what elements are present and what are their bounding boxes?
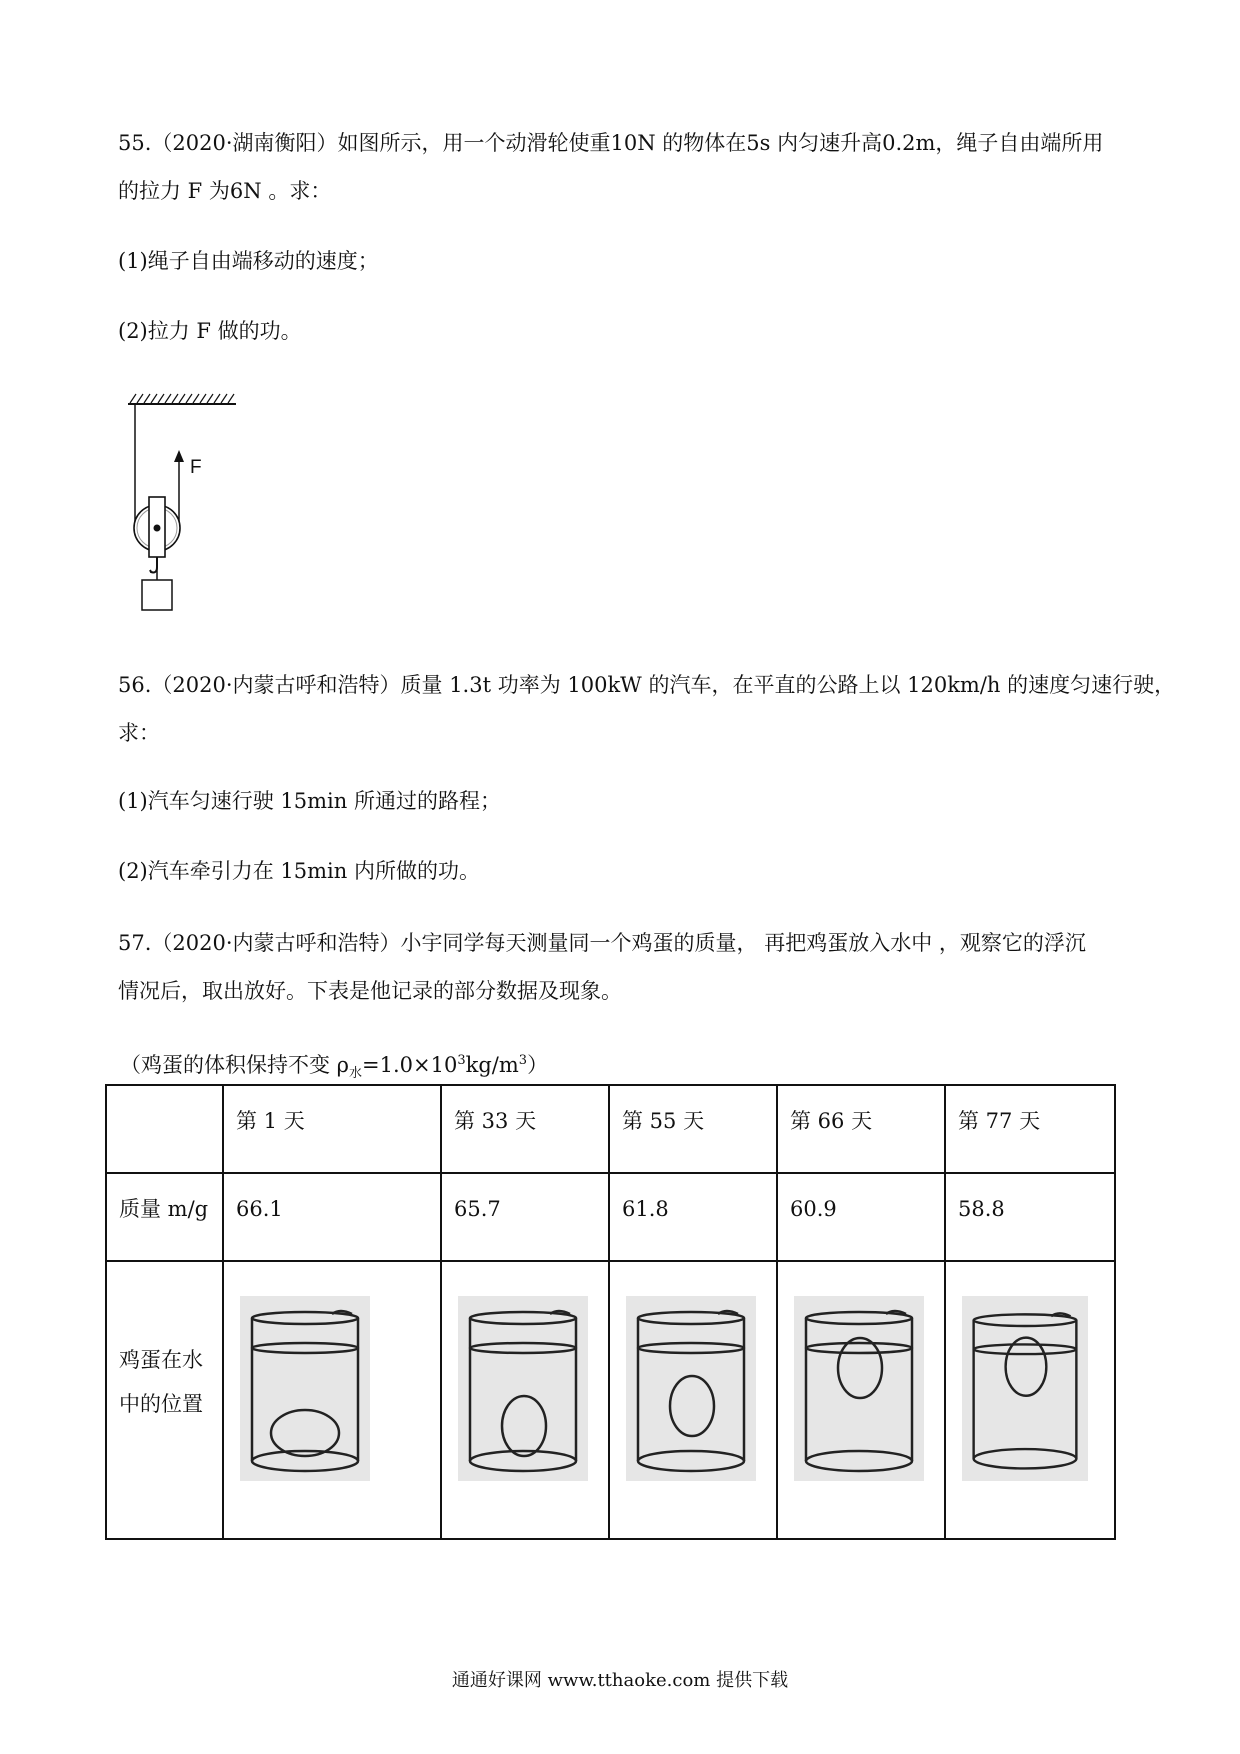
q55-line2: 的拉力 F 为6N 。求： xyxy=(118,179,332,203)
q56-sub1: (1)汽车匀速行驶 15min 所通过的路程； xyxy=(118,789,501,813)
q55-line1: 55.（2020·湖南衡阳）如图所示，用一个动滑轮使重10N 的物体在5s 内匀速升高0.2m，绳子自由端所用 xyxy=(118,131,1104,155)
table-row-position xyxy=(106,1261,1115,1539)
note-value: =1.0×10 xyxy=(362,1053,458,1077)
note-text: （鸡蛋的体积保持不变 ρ xyxy=(120,1053,350,1077)
q55-sub1: (1)绳子自由端移动的速度； xyxy=(118,249,379,273)
beaker-egg-day77 xyxy=(962,1296,1088,1481)
force-label: F xyxy=(190,457,202,478)
egg-position-cell xyxy=(441,1261,609,1539)
mass-value: 58.8 xyxy=(945,1173,1115,1261)
beaker-egg-day33 xyxy=(458,1296,588,1481)
q56-line1: 56.（2020·内蒙古呼和浩特）质量 1.3t 功率为 100kW 的汽车，在平直的公路上以 120km/h 的速度匀速行驶， xyxy=(118,673,1176,697)
day-header: 第 77 天 xyxy=(945,1085,1115,1173)
table-row-mass xyxy=(106,1173,1115,1261)
beaker-egg-day66 xyxy=(794,1296,924,1481)
egg-position-cell xyxy=(777,1261,945,1539)
beaker-egg-day55 xyxy=(626,1296,756,1481)
mass-value: 61.8 xyxy=(609,1173,777,1261)
table-header-row xyxy=(106,1085,1115,1173)
position-label-line1: 鸡蛋在水 xyxy=(119,1348,203,1372)
position-label-line2: 中的位置 xyxy=(119,1392,203,1416)
day-header: 第 55 天 xyxy=(609,1085,777,1173)
mass-value: 66.1 xyxy=(223,1173,441,1261)
q57-line2: 情况后，取出放好。下表是他记录的部分数据及现象。 xyxy=(118,979,622,1003)
mass-value: 60.9 xyxy=(777,1173,945,1261)
q57-note xyxy=(120,1046,548,1089)
pulley-diagram xyxy=(118,390,248,620)
beaker-egg-day1 xyxy=(240,1296,370,1481)
q56-line2: 求： xyxy=(118,721,160,745)
egg-position-cell xyxy=(609,1261,777,1539)
page-footer: 通通好课网 www.tthaoke.com 提供下载 xyxy=(451,1670,789,1691)
q55-sub2: (2)拉力 F 做的功。 xyxy=(118,319,302,343)
q56-sub2: (2)汽车牵引力在 15min 内所做的功。 xyxy=(118,859,480,883)
day-header: 第 66 天 xyxy=(777,1085,945,1173)
rho-subscript: 水 xyxy=(349,1066,363,1082)
unit-exponent: 3 xyxy=(518,1053,528,1068)
mass-label: 质量 m/g xyxy=(106,1173,223,1261)
mass-value: 65.7 xyxy=(441,1173,609,1261)
day-header: 第 33 天 xyxy=(441,1085,609,1173)
egg-position-cell xyxy=(945,1261,1115,1539)
table-corner-cell xyxy=(106,1085,223,1173)
note-unit: kg/m xyxy=(465,1053,519,1077)
position-label xyxy=(106,1261,223,1539)
note-close: ） xyxy=(527,1053,549,1077)
day-header: 第 1 天 xyxy=(223,1085,441,1173)
egg-position-cell xyxy=(223,1261,441,1539)
egg-data-table xyxy=(105,1084,1116,1540)
exponent: 3 xyxy=(457,1053,466,1068)
q57-line1: 57.（2020·内蒙古呼和浩特）小宇同学每天测量同一个鸡蛋的质量， 再把鸡蛋放入水中 ，观察它的浮沉 xyxy=(118,931,1086,955)
